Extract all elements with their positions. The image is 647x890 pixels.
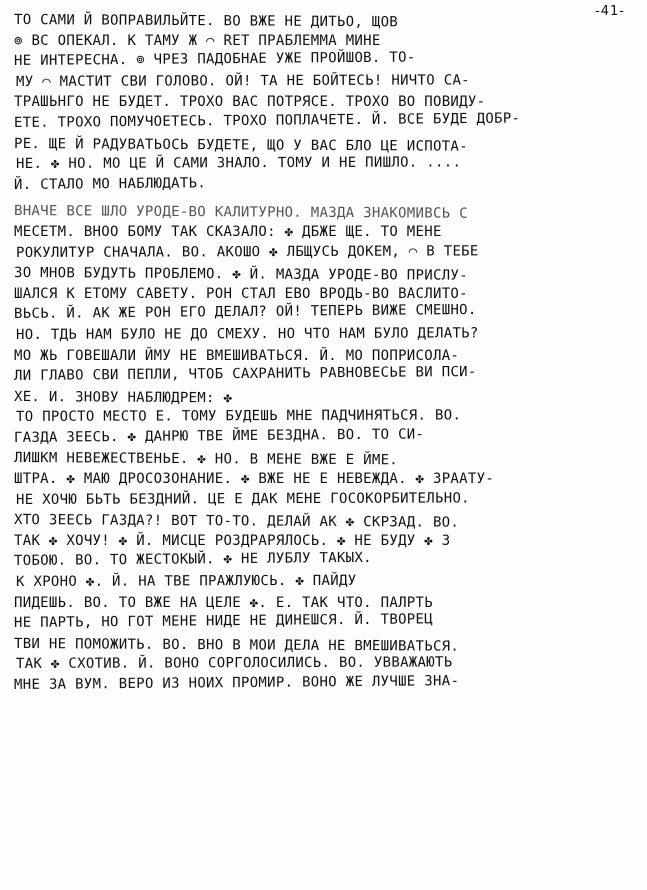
text-line: ВНАЧЕ ВСЕ ШЛО УРОДЕ-ВО КАЛИТУРНО. МАЗДА ЗНАКОМИВСЬ С <box>13 203 468 223</box>
text-line: Й. СТАЛО МО НАБЛЮДАТЬ. <box>13 175 207 193</box>
text-line: ТВИ НЕ ПОМОЖИТЬ. ВО. ВНО В МОИ ДЕЛА НЕ ВМЕШИВАТЬСЯ. <box>13 635 460 655</box>
text-line: ТРАШЬНГО НЕ БУДЕТ. ТРОХО ВАС ПОТРЯСЕ. ТРОХО ВО ПОВИДУ- <box>14 94 486 111</box>
text-line: НЕ. ✤ НО. МО ЦЕ Й САМИ ЗНАЛО. ТОМУ И НЕ ПИШЛО. .... <box>15 154 462 173</box>
text-line: ТО САМИ Й ВОПРАВИЛЬЙТЕ. ВО ВЖЕ НЕ ДИТЬО, ЩОВ <box>13 12 399 31</box>
text-line: НЕ ХОЧЮ БЬТЬ БЕЗДНИЙ. ЦЕ Е ДАК МЕНЕ ГОСОКОРБИТЕЛЬНО. <box>15 490 470 508</box>
text-line: ТАК ✤ СХОТИВ. Й. ВОНО СОРГОЛОСИЛИСЬ. ВО. УВВАЖАЮТЬ <box>15 654 453 673</box>
text-line: НО. ТДЬ НАМ БУЛО НЕ ДО СМЕХУ. НО ЧТО НАМ БУЛО ДЕЛАТЬ? <box>15 325 479 343</box>
text-line: ЕТЕ. ТРОХО ПОМУЧОЕТЕСЬ. ТРОХО ПОПЛАЧЕТЕ. Й. ВСЕ БУДЕ ДОБР- <box>13 110 521 131</box>
text-line: ШТРА. ✤ МАЮ ДРОСОЗОНАНИЕ. ✤ ВЖЕ НЕ Е НЕВЕЖДА. ✤ ЗРААТУ- <box>14 471 495 488</box>
text-line: РЕ. ЩЕ Й РАДУВАТЬОСЬ БУДЕТЕ, ЩО У ВАС БЛО ЦЕ ИСПОТА- <box>13 135 468 155</box>
text-line: ВЬСЬ. Й. АК ЖЕ РОН ЕГО ДЕЛАЛ? ОЙ! ТЕПЕРЬ ВИЖЕ СМЕШНО. <box>13 302 477 323</box>
text-line: ЛИШКМ НЕВЕЖЕСТВЕНЬЕ. ✤ НО. В МЕНЕ ВЖЕ Е ЙМЕ. <box>13 450 399 469</box>
text-line: ⊚ ВС ОПЕКАЛ. К ТАМУ Ж ⌒ RET ПPАБЛЕММА МИНЕ <box>14 32 381 49</box>
text-line: ХТО ЗЕЕСЬ ГАЗДА?! ВОТ ТО-ТО. ДЕЛАЙ АК ✤ СКРЗАД. ВО. <box>13 512 460 531</box>
text-line: ТАК ✤ ХОЧУ! ✤ Й. МИСЦЕ РОЗДРАРЯЛОСЬ. ✤ НЕ БУДУ ✤ З <box>14 532 451 549</box>
text-line: МУ ⌒ МАСТИТ СВИ ГОЛОВО. ОЙ! ТА НЕ БОЙТЕСЬ! НИЧТО СА- <box>15 72 470 90</box>
text-line: ТОБОЮ. ВО. ТО ЖЕСТОКЫЙ. ✤ НЕ ЛУБЛУ ТАКЫХ. <box>13 550 372 570</box>
text-line: МЕСЕТМ. ВНОО БОМУ ТАК СКАЗАЛО: ✤ ДБЖЕ ЩЕ. ТО МЕНЕ <box>14 223 442 240</box>
handwritten-text-block <box>14 10 629 696</box>
text-line: ПИДЕШЬ. ВО. ТО ВЖЕ НА ЦЕЛЕ ✤. Е. ТАК ЧТО. ПАЛРТЬ <box>14 594 433 611</box>
text-line: РОКУЛИТУР СНАЧАЛА. ВО. АКОШО ✤ ЛБЩУСЬ ДОКЕМ, ⌒ В ТЕБЕ <box>15 242 479 261</box>
text-line: МО ЖЬ ГОВЕШАЛИ ЙМУ НЕ ВМЕШИВАТЬСЯ. Й. МО ПОПРИСОЛА- <box>14 347 460 364</box>
text-line: НЕ ИНТЕРЕСНА. ⊚ ЧРЕЗ ПАДОБНАЕ УЖЕ ПРОЙШОВ. ТО- <box>13 49 416 70</box>
text-line: МНЕ ЗА ВУМ. ВЕРО ИЗ НОИХ ПРОМИР. ВОНО ЖЕ ЛУЧШЕ ЗНА- <box>13 673 460 693</box>
text-line: ХЕ. И. ЗНОВУ НАБЛЮДРЕМ: ✤ <box>13 388 233 407</box>
text-line: ТО ПРОСТО МЕСТО Е. ТОМУ БУДЕШЬ МНЕ ПАДЧИНЯТЬСЯ. ВО. <box>15 407 462 426</box>
text-line: ЗО МНОВ БУДУТЬ ПРОБЛЕМО. ✤ Й. МАЗДА УРОДЕ-ВО ПРИСЛУ- <box>13 265 468 284</box>
text-line: НЕ ПАРТЬ, НО ГОТ МЕНЕ НИДЕ НЕ ДИНЕШСЯ. Й. ТВОРЕЦ <box>13 611 434 632</box>
text-line: ГАЗДА ЗЕЕСЬ. ✤ ДАНРЮ ТВЕ ЙМЕ БЕЗДНА. ВО. ТО СИ- <box>13 426 425 446</box>
text-line: ЛИ ГЛАВО СВИ ПЕПЛИ, ЧТОБ САХРАНИТЬ РАВНОВЕСЬЕ ВИ ПСИ- <box>13 364 477 385</box>
text-line: ШАЛСЯ К ЕТОМУ САВЕТУ. РОН СТАЛ ЕВО ВРОДЬ-ВО ВАСЛИТО- <box>14 285 468 302</box>
text-line: К ХРОНО ✤. Й. НА ТВЕ ПРАЖЛУЮСЬ. ✤ ПАЙДУ <box>15 572 357 591</box>
page-number: -41- <box>595 4 625 19</box>
